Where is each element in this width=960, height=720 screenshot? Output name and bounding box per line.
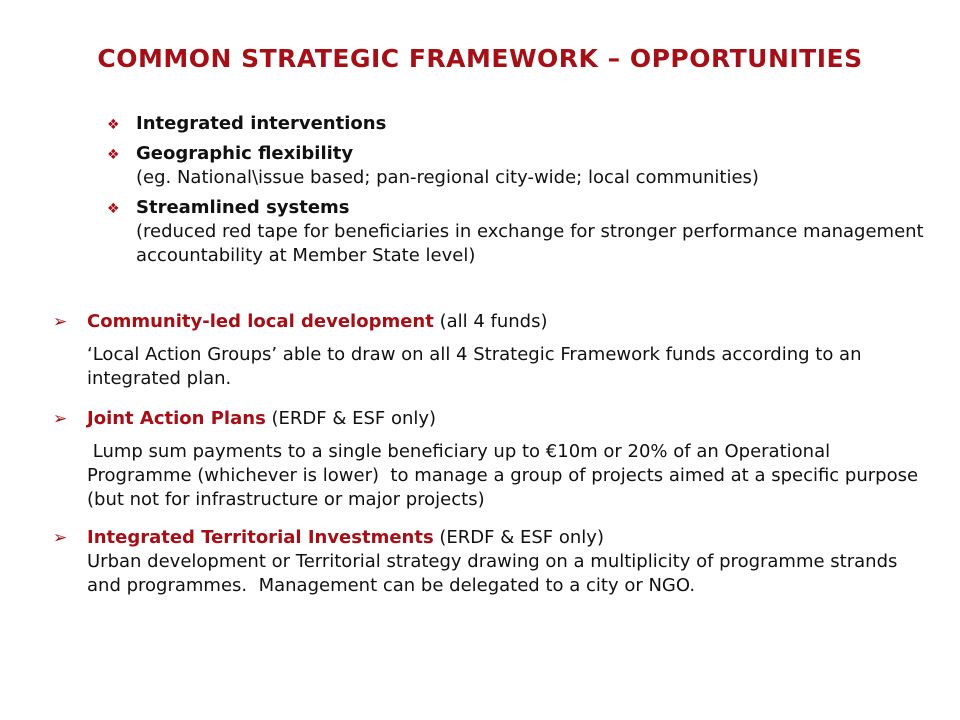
sub-bullet-desc: (reduced red tape for beneficiaries in exchange for stronger performance management accountability at Member State level) [136,221,924,266]
arrow-bullet-icon: ➢ [53,528,68,548]
main-bullet-item-joint-action [53,407,923,512]
sub-bullet-head: Integrated interventions [136,113,387,134]
main-bullet-suffix: (all 4 funds) [433,311,548,332]
main-bullet-body: Urban development or Territorial strategy drawing on a multiplicity of programme strands and programmes. Management can be delegated to a city or NGO. [87,551,904,596]
main-bullet-body: Lump sum payments to a single beneficiary up to €10m or 20% of an Operational Programme (whichever is lower) to manage a group of projects aimed at a specific purpose (but not for infrastructure or major projects) [87,441,924,510]
main-bullet-item-iti [53,526,923,598]
main-bullet-key: Joint Action Plans [87,408,266,429]
main-bullet-key: Integrated Territorial Investments [87,527,434,548]
main-bullet-suffix: (ERDF & ESF only) [265,408,437,429]
main-bullet-head [87,408,436,429]
main-bullet-body: ‘Local Action Groups’ able to draw on all 4 Strategic Framework funds according to an integrated plan. [87,344,862,389]
arrow-bullet-icon: ➢ [53,409,68,429]
sub-bullet-head: Geographic flexibility [136,143,354,164]
diamond-bullet-icon: ❖ [107,201,120,217]
arrow-bullet-icon: ➢ [53,312,68,332]
diamond-bullet-icon: ❖ [107,147,120,163]
main-bullet-key: Community-led local development [87,311,434,332]
sub-bullet-head: Streamlined systems [136,197,350,218]
main-bullet-suffix: (ERDF & ESF only) [433,527,604,548]
diamond-bullet-icon: ❖ [107,117,120,133]
main-bullet-list [53,310,923,598]
page-title: COMMON STRATEGIC FRAMEWORK – OPPORTUNITIES [97,44,863,73]
main-bullet-head [87,527,604,548]
sub-bullet-item-geographic [107,142,927,190]
sub-bullet-desc: (eg. National\issue based; pan-regional city-wide; local communities) [136,167,759,188]
main-bullet-item-community [53,310,923,391]
sub-bullet-list [107,112,927,274]
sub-bullet-item-streamlined [107,196,927,268]
sub-bullet-item-integrated [107,112,927,136]
main-bullet-head [87,311,548,332]
